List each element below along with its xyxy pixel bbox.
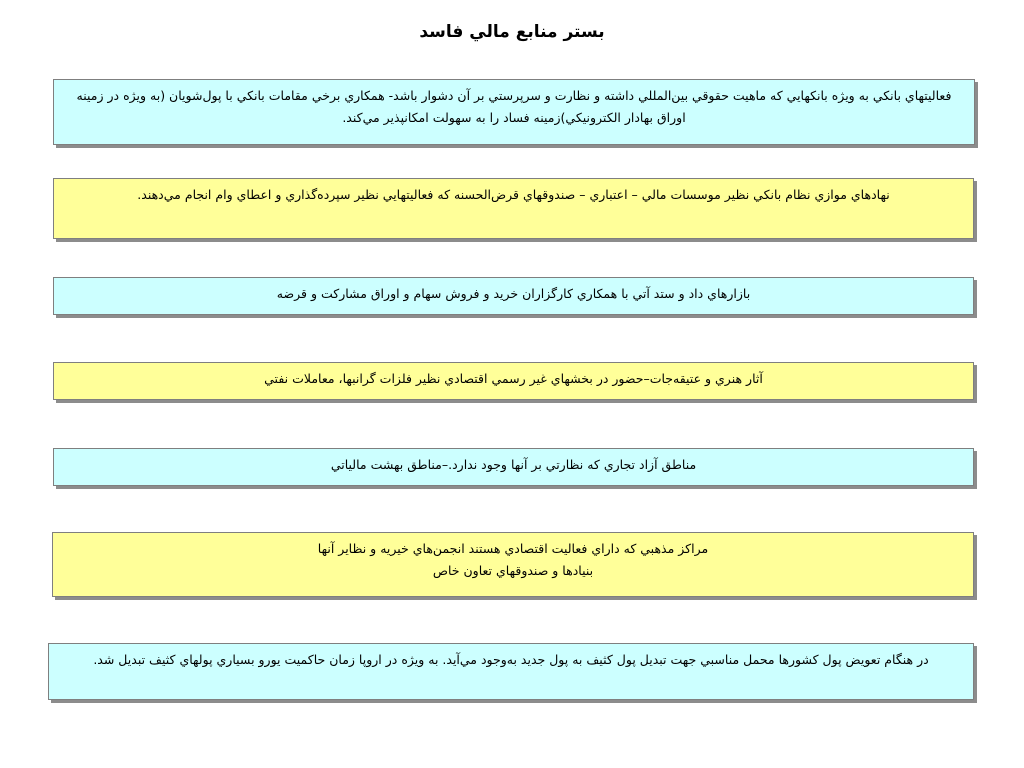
text-box-currency-exchange	[48, 643, 974, 700]
box-text: مناطق آزاد تجاري كه نظارتي بر آنها وجود ندارد.–مناطق بهشت مالياتي	[330, 457, 697, 472]
text-box-religious-centers	[52, 532, 974, 597]
box-text: در هنگام تعويض پول كشورها محمل مناسبي جهت تبديل پول كثيف به پول جديد به‌وجود مي‌آيد. به ويژه در اروپا زمان حاكميت يورو بسياري پولهاي كثيف تبديل شد.	[93, 652, 929, 667]
box-text-line-1: مراكز مذهبي كه داراي فعاليت اقتصادي هستند انجمن‌هاي خيريه و نظاير آنها	[317, 541, 709, 556]
page-title: بستر منابع مالي فاسد	[419, 22, 605, 42]
box-text: بازارهاي داد و ستد آتي با همكاري كارگزاران خريد و فروش سهام و اوراق مشاركت و قرضه	[276, 286, 751, 301]
box-text-line-2: بنيادها و صندوقهاي تعاون خاص	[432, 563, 594, 578]
text-box-free-trade-zones	[53, 448, 974, 486]
box-text: نهادهاي موازي نظام بانكي نظير موسسات مالي – اعتباري – صندوقهاي قرض‌الحسنه كه فعاليتهايي نظير سپرده‌گذاري و اعطاي وام انجام مي‌دهند.	[137, 187, 890, 202]
text-box-parallel-institutions	[53, 178, 974, 239]
box-text: آثار هنري و عتيقه‌جات–حضور در بخشهاي غير رسمي اقتصادي نظير فلزات گرانبها، معاملات نفتي	[264, 371, 763, 386]
text-box-banking-activities	[53, 79, 975, 145]
text-box-artworks-antiques	[53, 362, 974, 400]
text-box-futures-markets	[53, 277, 974, 315]
box-text: فعاليتهاي بانكي به ويژه بانكهايي كه ماهيت حقوقي بين‌المللي داشته و نظارت و سرپرستي بر آن دشوار باشد- همكاري برخي مقامات بانكي با پول‌شويان (به ويژه در زمينه اوراق بهادار الكترونيكي)زمينه فساد را به سهولت امكانپذير مي‌كند.	[76, 88, 952, 125]
